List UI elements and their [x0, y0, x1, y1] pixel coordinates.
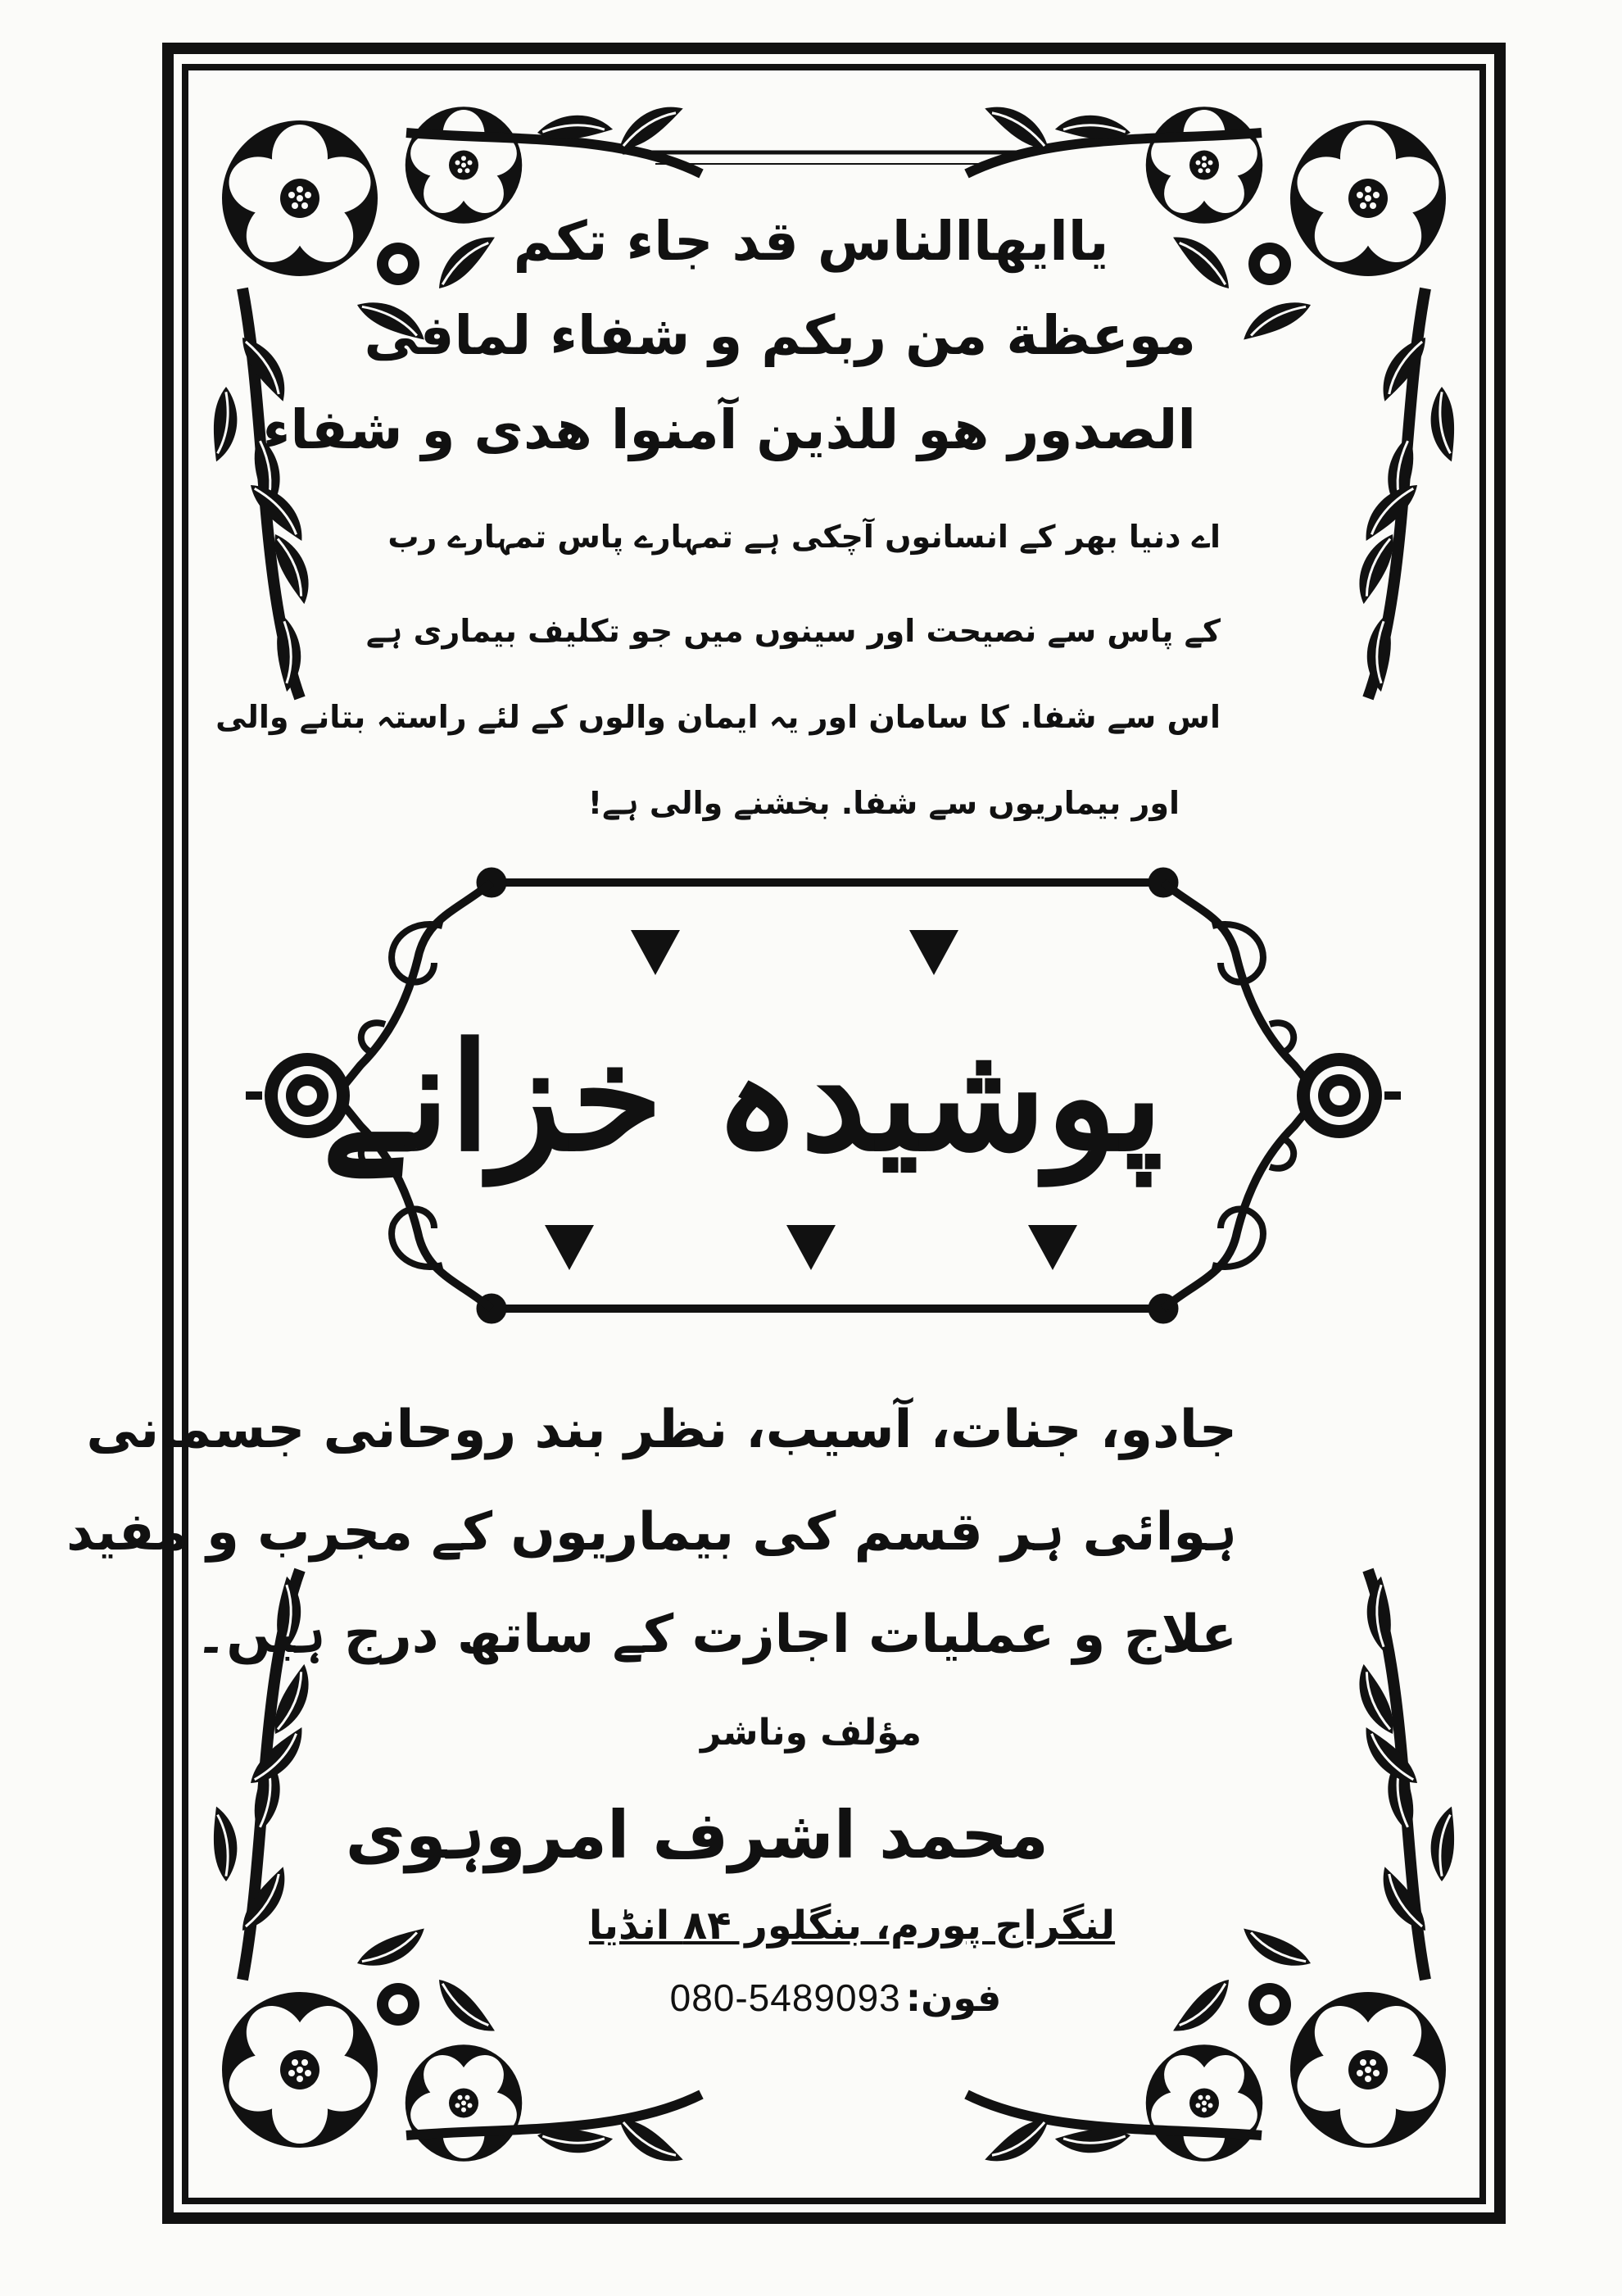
subject-line-1: جادو، جنات، آسیب، نظر بند روحانی جسمانی [86, 1400, 1237, 1460]
verse-line-3: الصدور ھو للذین آمنوا ھدی و شفاء [262, 398, 1196, 461]
phone-row [623, 1973, 1049, 2022]
phone-label: فون: [905, 1976, 1002, 2020]
author-name: محمد اشرف امروہوی [345, 1797, 1049, 1873]
translation-line-2: کے پاس سے نصیحت اور سینوں میں جو تکلیف بیماری ہے [365, 613, 1221, 649]
verse-line-2: موعظة من ربکم و شفاء لمافی [364, 304, 1196, 367]
phone-number: 080-5489093 [669, 1976, 901, 2019]
translation-line-1: اے دنیا بھر کے انسانوں آچکی ہے تمہارے پاس تمہارے رب [387, 519, 1221, 555]
subject-line-2: ہوائی ہر قسم کی بیماریوں کے مجرب و مفید [66, 1502, 1237, 1563]
book-title: پوشیدہ خزانے [321, 1011, 1163, 1184]
sunburst-right [1297, 1053, 1401, 1138]
verse-line-1: یاایھاالناس قد جاء تکم [513, 210, 1109, 273]
author-label: مؤلف وناشر [700, 1712, 922, 1754]
address: لنگراج پورم، بنگلور ۸۴ انڈیا [588, 1903, 1116, 1949]
translation-line-4: اور بیماریوں سے شفا. بخشنے والی ہے! [587, 785, 1180, 821]
subject-line-3: علاج و عملیات اجازت کے ساتھ درج ہیں۔ [195, 1604, 1237, 1665]
translation-line-3: اس سے شفا. کا سامان اور یہ ایمان والوں کے لئے راستہ بتانے والی [215, 699, 1221, 735]
